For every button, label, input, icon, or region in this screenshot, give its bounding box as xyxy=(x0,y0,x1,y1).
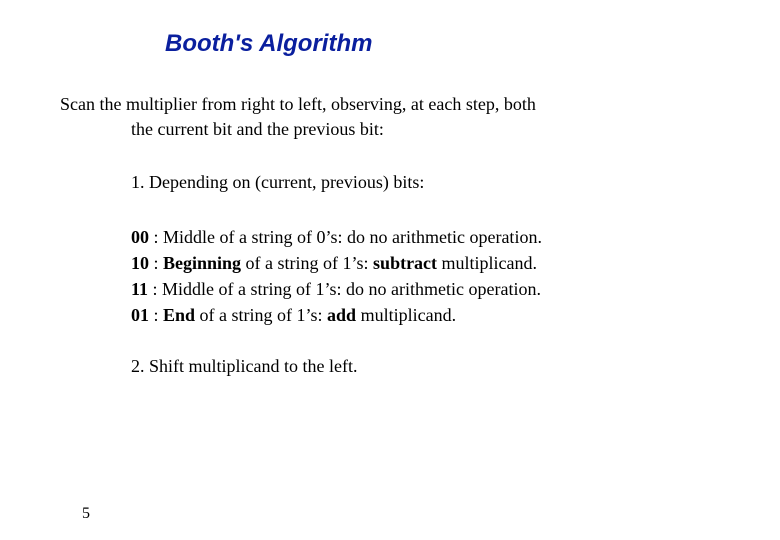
rule-description-end: multiplicand. xyxy=(356,305,457,325)
rule-keyword-add: add xyxy=(327,305,357,325)
rule-description: Middle of a string of 0’s: do no arithmetic operation. xyxy=(163,227,542,247)
intro-line-2: the current bit and the previous bit: xyxy=(131,119,384,139)
rule-keyword-end: End xyxy=(163,305,196,325)
step-2-text: 2. Shift multiplicand to the left. xyxy=(131,356,358,376)
rule-description: of a string of 1’s: xyxy=(241,253,374,273)
rule-00 xyxy=(131,224,542,250)
rule-bits: 00 xyxy=(131,227,149,247)
rule-10 xyxy=(131,250,542,276)
rule-description: Middle of a string of 1’s: do no arithmetic operation. xyxy=(162,279,541,299)
rules-list xyxy=(131,224,542,328)
rule-bits: 10 xyxy=(131,253,149,273)
rule-01 xyxy=(131,302,542,328)
rule-separator: : xyxy=(149,253,164,273)
rule-keyword-beginning: Beginning xyxy=(163,253,242,273)
slide-title: Booth's Algorithm xyxy=(165,30,373,57)
rule-description: of a string of 1’s: xyxy=(195,305,328,325)
rule-keyword-subtract: subtract xyxy=(373,253,438,273)
rule-bits: 11 xyxy=(131,279,149,299)
page-number: 5 xyxy=(82,505,90,522)
rule-bits: 01 xyxy=(131,305,149,325)
rule-description-end: multiplicand. xyxy=(437,253,538,273)
rule-11 xyxy=(131,276,542,302)
intro-line-1: Scan the multiplier from right to left, observing, at each step, both xyxy=(60,94,536,114)
step-1-text: 1. Depending on (current, previous) bits: xyxy=(131,172,425,192)
rule-separator: : xyxy=(148,279,163,299)
intro-paragraph xyxy=(60,92,536,142)
rule-separator: : xyxy=(149,305,164,325)
rule-separator: : xyxy=(149,227,164,247)
